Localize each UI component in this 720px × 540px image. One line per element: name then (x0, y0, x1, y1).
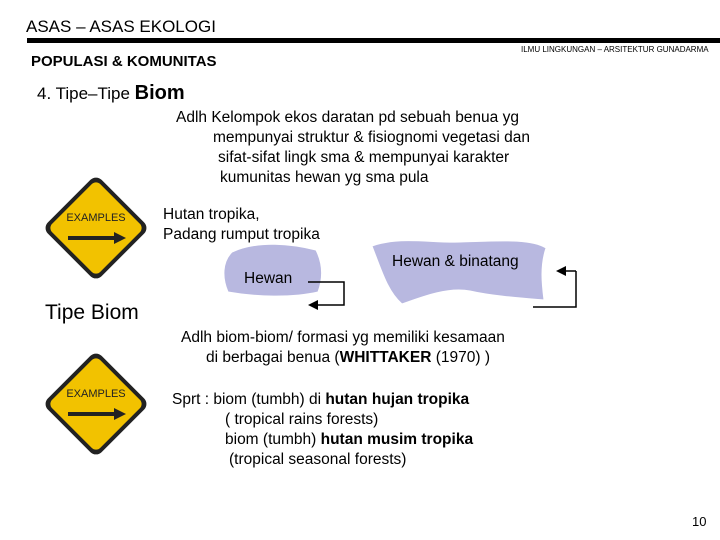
definition-1-line: mempunyai struktur & fisiognomi vegetasi dan (213, 129, 531, 146)
page-number: 10 (692, 514, 707, 529)
examples-2-line: ( tropical rains forests) (225, 411, 379, 428)
examples-sign-icon (42, 174, 149, 281)
section-prefix: 4. Tipe–Tipe (37, 84, 135, 103)
hutan-musim-tropika: hutan musim tropika (320, 431, 474, 448)
sign-label: EXAMPLES (66, 212, 126, 224)
slide-header: ASAS – ASAS EKOLOGI (26, 17, 216, 36)
arrowhead-hewan-binatang (556, 266, 566, 276)
examples-2-text: Sprt : biom (tumbh) di (172, 391, 326, 408)
hewan-binatang-blob (372, 241, 546, 304)
definition-1-line: kumunitas hewan yg sma pula (220, 169, 429, 186)
examples-2 (172, 390, 473, 470)
definition-2-line (181, 348, 505, 368)
hewan-binatang-label: Hewan & binatang (392, 253, 519, 270)
definition-2 (181, 328, 505, 368)
examples-sign-icon (42, 350, 149, 457)
examples-2-line: (tropical seasonal forests) (229, 451, 407, 468)
hutan-hujan-tropika: hutan hujan tropika (325, 391, 470, 408)
definition-2-line: Adlh biom-biom/ formasi yg memiliki kesamaan (181, 329, 505, 346)
examples-2-line (172, 430, 473, 450)
arrowhead-hewan (308, 300, 318, 310)
section-emphasis: Biom (134, 82, 185, 104)
sign-face (48, 180, 144, 276)
source-label: ILMU LINGKUNGAN – ARSITEKTUR GUNADARMA (521, 45, 709, 54)
examples-2-text: biom (tumbh) (225, 431, 321, 448)
sign-label: EXAMPLES (66, 388, 126, 400)
hewan-label: Hewan (244, 270, 293, 287)
whittaker-citation: WHITTAKER (339, 349, 432, 366)
tipe-biom-label: Tipe Biom (45, 301, 139, 324)
definition-2-text: (1970) ) (431, 349, 491, 366)
definition-2-text: di berbagai benua ( (206, 349, 340, 366)
definition-1-line: sifat-sifat lingk sma & mempunyai karakter (218, 149, 510, 166)
examples-1-line: Padang rumput tropika (163, 226, 320, 243)
sign-face (48, 356, 144, 452)
examples-1-line: Hutan tropika, (163, 206, 260, 223)
slide-subtitle: POPULASI & KOMUNITAS (31, 53, 217, 70)
examples-2-line (172, 390, 473, 410)
definition-1-line: Adlh Kelompok ekos daratan pd sebuah benua yg (176, 109, 519, 126)
